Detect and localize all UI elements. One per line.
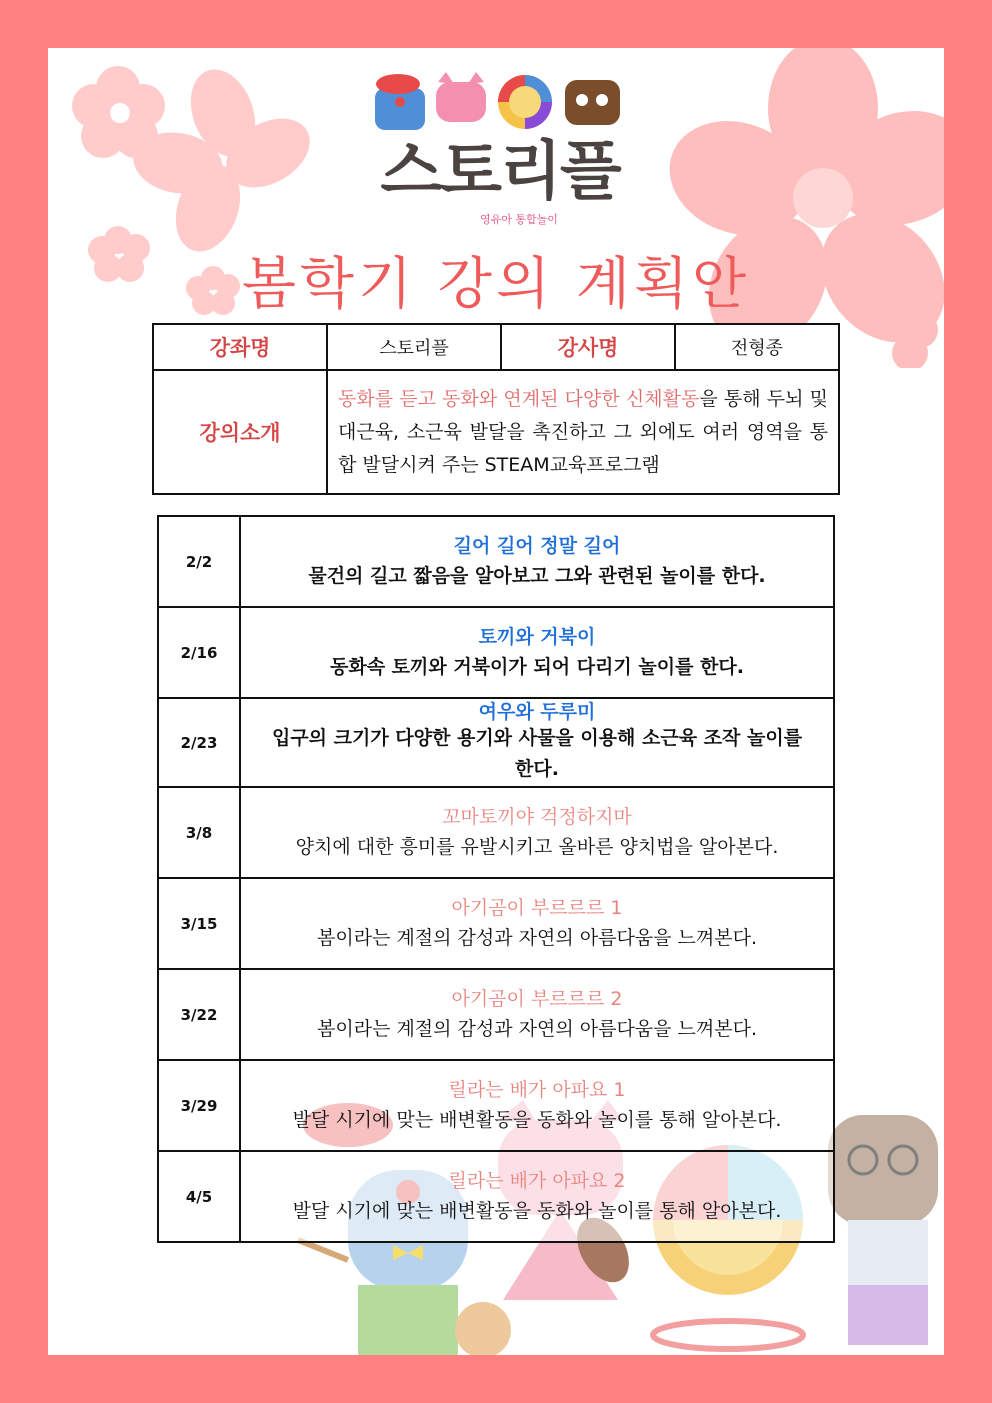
intro-rest: 을 통해 두뇌 및 대근육, 소근육 발달을 촉진하고 그 외에도 여러 영역을 통합 발달시켜 주는 STEAM교육프로그램 [338, 387, 828, 476]
session-desc: 동화속 토끼와 거북이가 되어 다리기 놀이를 한다. [330, 656, 744, 678]
bear-logo-icon [565, 80, 620, 125]
schedule-row [158, 1151, 834, 1242]
session-date: 2/16 [158, 607, 240, 698]
session-date: 2/23 [158, 698, 240, 787]
session-date: 2/2 [158, 516, 240, 607]
logo-wordmark: 스토리플 [380, 135, 620, 209]
session-desc: 발달 시기에 맞는 배변활동을 동화와 놀이를 통해 알아본다. [292, 1109, 782, 1131]
session-title: 꼬마토끼야 걱정하지마 [442, 806, 632, 828]
schedule-row [158, 516, 834, 607]
session-date: 3/8 [158, 787, 240, 878]
bear-character-icon [828, 1115, 938, 1225]
session-desc: 물건의 길고 짧음을 알아보고 그와 관련된 놀이를 한다. [308, 565, 766, 587]
course-info-table [152, 323, 840, 495]
course-name-value: 스토리플 [327, 324, 501, 370]
schedule-row [158, 969, 834, 1060]
session-desc: 양치에 대한 흥미를 유발시키고 올바른 양치법을 알아본다. [295, 836, 779, 858]
schedule-row [158, 1060, 834, 1151]
schedule-row [158, 878, 834, 969]
session-date: 4/5 [158, 1151, 240, 1242]
session-title: 토끼와 거북이 [478, 626, 596, 648]
session-date: 3/22 [158, 969, 240, 1060]
session-title: 아기곰이 부르르르 2 [451, 988, 623, 1010]
course-intro-text [327, 370, 839, 494]
schedule-row [158, 698, 834, 787]
session-desc: 봄이라는 계절의 감성과 자연의 아름다움을 느껴본다. [316, 927, 758, 949]
teacher-value: 전형종 [675, 324, 839, 370]
intro-highlight: 동화를 듣고 동화와 연계된 다양한 신체활동 [338, 387, 700, 410]
schedule-row [158, 787, 834, 878]
session-desc: 입구의 크기가 다양한 용기와 사물을 이용해 소근육 조작 놀이를 한다. [271, 726, 803, 780]
session-date: 3/29 [158, 1060, 240, 1151]
session-desc: 발달 시기에 맞는 배변활동을 동화와 놀이를 통해 알아본다. [292, 1200, 782, 1222]
page-title: 봄학기 강의 계획안 [241, 252, 751, 317]
session-title: 길어 길어 정말 길어 [453, 535, 621, 557]
teacher-label: 강사명 [501, 324, 675, 370]
session-date: 3/15 [158, 878, 240, 969]
session-title: 릴라는 배가 아파요 2 [448, 1170, 626, 1192]
course-intro-label: 강의소개 [153, 370, 327, 494]
session-desc: 봄이라는 계절의 감성과 자연의 아름다움을 느껴본다. [316, 1018, 758, 1040]
session-title: 아기곰이 부르르르 1 [451, 897, 623, 919]
logo-tagline: 영유아 통합놀이 [480, 213, 558, 226]
flower-decoration-right [648, 48, 944, 368]
session-title: 여우와 두루미 [478, 700, 596, 723]
course-name-label: 강좌명 [153, 324, 327, 370]
schedule-row [158, 607, 834, 698]
session-title: 릴라는 배가 아파요 1 [448, 1079, 626, 1101]
schedule-table [157, 515, 835, 1243]
